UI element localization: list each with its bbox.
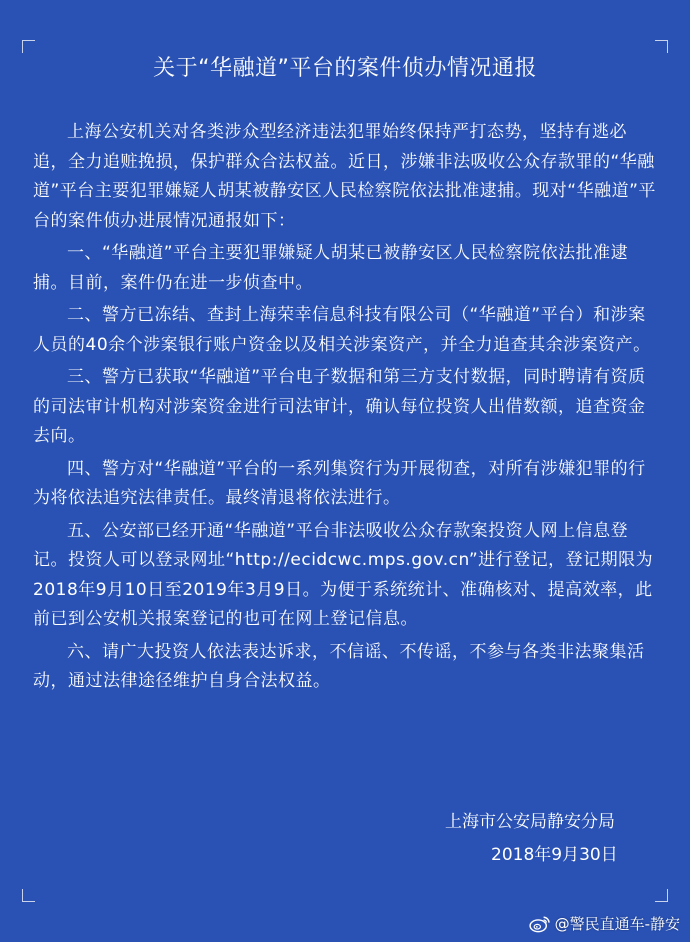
signature-date: 2018年9月30日	[491, 845, 618, 865]
notice-title: 关于“华融道”平台的案件侦办情况通报	[153, 56, 537, 81]
weibo-icon	[529, 915, 551, 933]
paragraph-item-6: 六、请广大投资人依法表达诉求，不信谣、不传谣，不参与各类非法聚集活动，通过法律途径维护自身合法权益。	[33, 641, 645, 691]
paragraph-item-2: 二、警方已冻结、查封上海荣幸信息科技有限公司（“华融道”平台）和涉案人员的40余个涉案银行账户资金以及相关涉案资产，并全力追查其余涉案资产。	[33, 305, 651, 355]
corner-mark-bottom-right	[655, 889, 668, 902]
signature-org: 上海市公安局静安分局	[445, 812, 615, 832]
corner-mark-bottom-left	[22, 889, 35, 902]
paragraph-item-4: 四、警方对“华融道”平台的一系列集资行为开展彻查，对所有涉嫌犯罪的行为将依法追究法律责任。最终清退将依法进行。	[33, 458, 646, 508]
paragraph-item-5: 五、公安部已经开通“华融道”平台非法吸收公众存款案投资人网上信息登记。投资人可以登录网址“http://ecidcwc.mps.gov.cn”进行登记，登记期限为2018年9月10日至2019年3月9日。为便于系统统计、准确核对、提高效率，此前已到公安机关报案登记的也可在网上登记信息。	[33, 520, 654, 629]
paragraph-intro: 上海公安机关对各类涉众型经济违法犯罪始终保持严打态势，坚持有逃必追，全力追赃挽损，保护群众合法权益。近日，涉嫌非法吸收公众存款罪的“华融道”平台主要犯罪嫌疑人胡某被静安区人民检察院依法批准逮捕。现对“华融道”平台的案件侦办进展情况通报如下：	[33, 122, 656, 231]
watermark-text: @警民直通车-静安	[554, 915, 680, 933]
weibo-watermark	[529, 914, 680, 934]
notice-body	[33, 118, 661, 700]
paragraph-item-1: 一、“华融道”平台主要犯罪嫌疑人胡某已被静安区人民检察院依法批准逮捕。目前，案件仍在进一步侦查中。	[33, 243, 629, 293]
paragraph-item-3: 三、警方已获取“华融道”平台电子数据和第三方支付数据，同时聘请有资质的司法审计机构对涉案资金进行司法审计，确认每位投资人出借数额，追查资金去向。	[33, 367, 646, 446]
